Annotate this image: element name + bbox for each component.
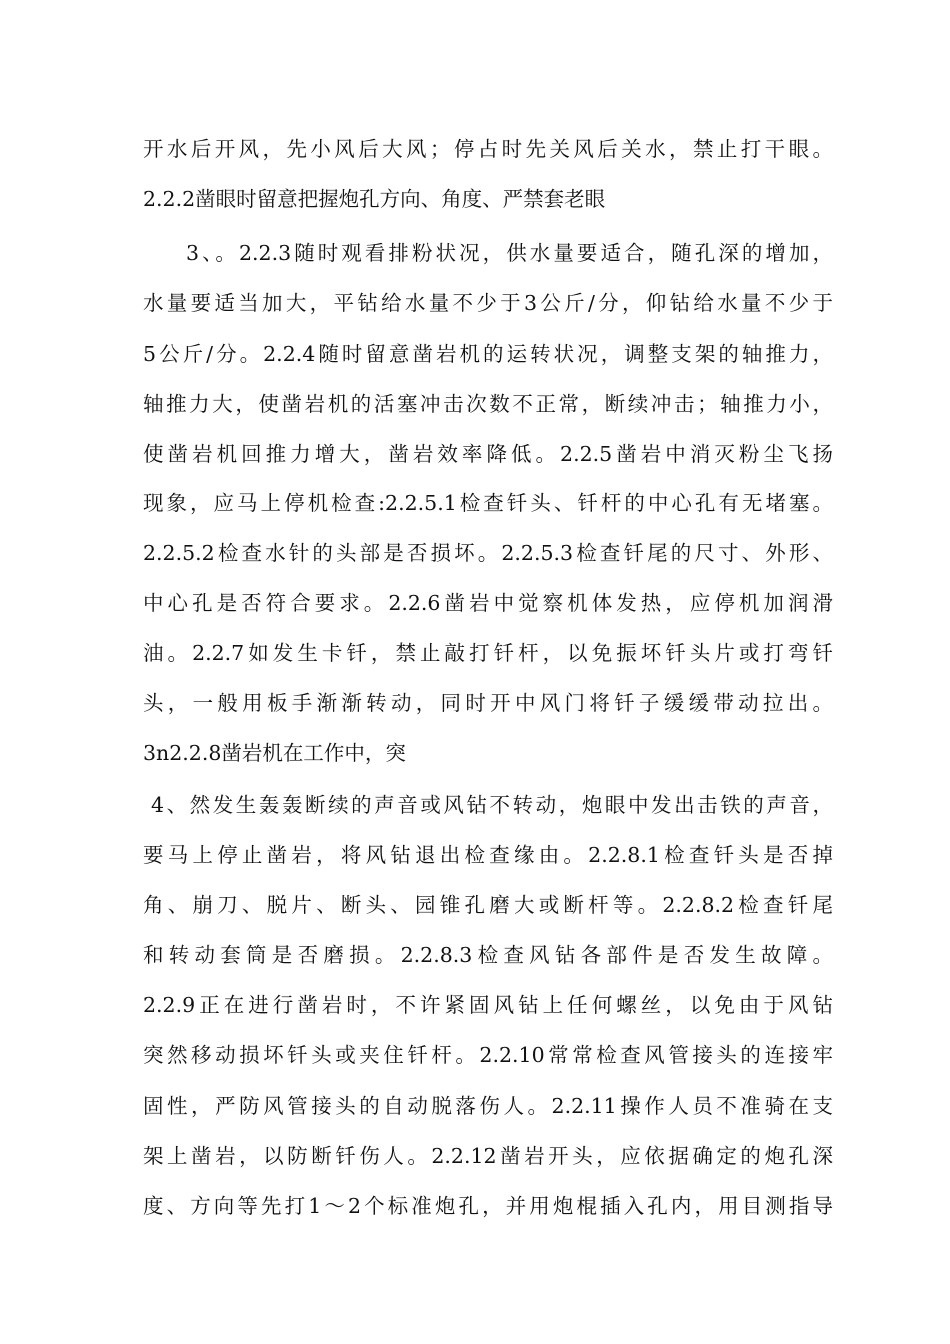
text-line: 要马上停止凿岩，将风钻退出检查缘由。2.2.8.1检查钎头是否掉 — [143, 843, 833, 867]
text-line: 水量要适当加大，平钻给水量不少于3公斤/分，仰钻给水量不少于 — [143, 291, 833, 315]
text-line: 4、然发生轰轰断续的声音或风钻不转动，炮眼中发出击铁的声音， — [151, 793, 833, 817]
text-line: 突然移动损坏钎头或夹住钎杆。2.2.10常常检查风管接头的连接牢 — [143, 1043, 833, 1067]
text-line: 3、。2.2.3随时观看排粉状况，供水量要适合，随孔深的增加， — [186, 241, 833, 265]
text-line: 和转动套筒是否磨损。2.2.8.3检查风钻各部件是否发生故障。 — [143, 943, 833, 967]
text-line: 固性，严防风管接头的自动脱落伤人。2.2.11操作人员不准骑在支 — [143, 1094, 833, 1118]
text-line: 2.2.5.2检查水针的头部是否损坏。2.2.5.3检查钎尾的尺寸、外形、 — [143, 541, 833, 565]
text-line: 3n2.2.8凿岩机在工作中，突 — [143, 741, 406, 765]
text-line: 使凿岩机回推力增大，凿岩效率降低。2.2.5凿岩中消灭粉尘飞扬 — [143, 442, 833, 466]
text-line: 现象，应马上停机检查:2.2.5.1检查钎头、钎杆的中心孔有无堵塞。 — [143, 491, 833, 515]
text-line: 5公斤/分。2.2.4随时留意凿岩机的运转状况，调整支架的轴推力， — [143, 342, 833, 366]
text-line: 2.2.9正在进行凿岩时，不许紧固风钻上任何螺丝，以免由于风钻 — [143, 993, 833, 1017]
text-line: 油。2.2.7如发生卡钎，禁止敲打钎杆，以免振坏钎头片或打弯钎 — [143, 641, 833, 665]
text-line: 2.2.2凿眼时留意把握炮孔方向、角度、严禁套老眼 — [143, 187, 606, 211]
text-line: 度、方向等先打1～2个标准炮孔，并用炮棍插入孔内，用目测指导 — [143, 1194, 833, 1218]
text-line: 架上凿岩，以防断钎伤人。2.2.12凿岩开头，应依据确定的炮孔深 — [143, 1144, 833, 1168]
text-line: 头，一般用板手渐渐转动，同时开中风门将钎子缓缓带动拉出。 — [143, 691, 833, 715]
text-line: 开水后开风，先小风后大风；停占时先关风后关水，禁止打干眼。 — [143, 137, 833, 161]
text-line: 轴推力大，使凿岩机的活塞冲击次数不正常，断续冲击；轴推力小， — [143, 392, 833, 416]
text-line: 中心孔是否符合要求。2.2.6凿岩中觉察机体发热，应停机加润滑 — [143, 591, 833, 615]
text-line: 角、崩刀、脱片、断头、园锥孔磨大或断杆等。2.2.8.2检查钎尾 — [143, 893, 833, 917]
